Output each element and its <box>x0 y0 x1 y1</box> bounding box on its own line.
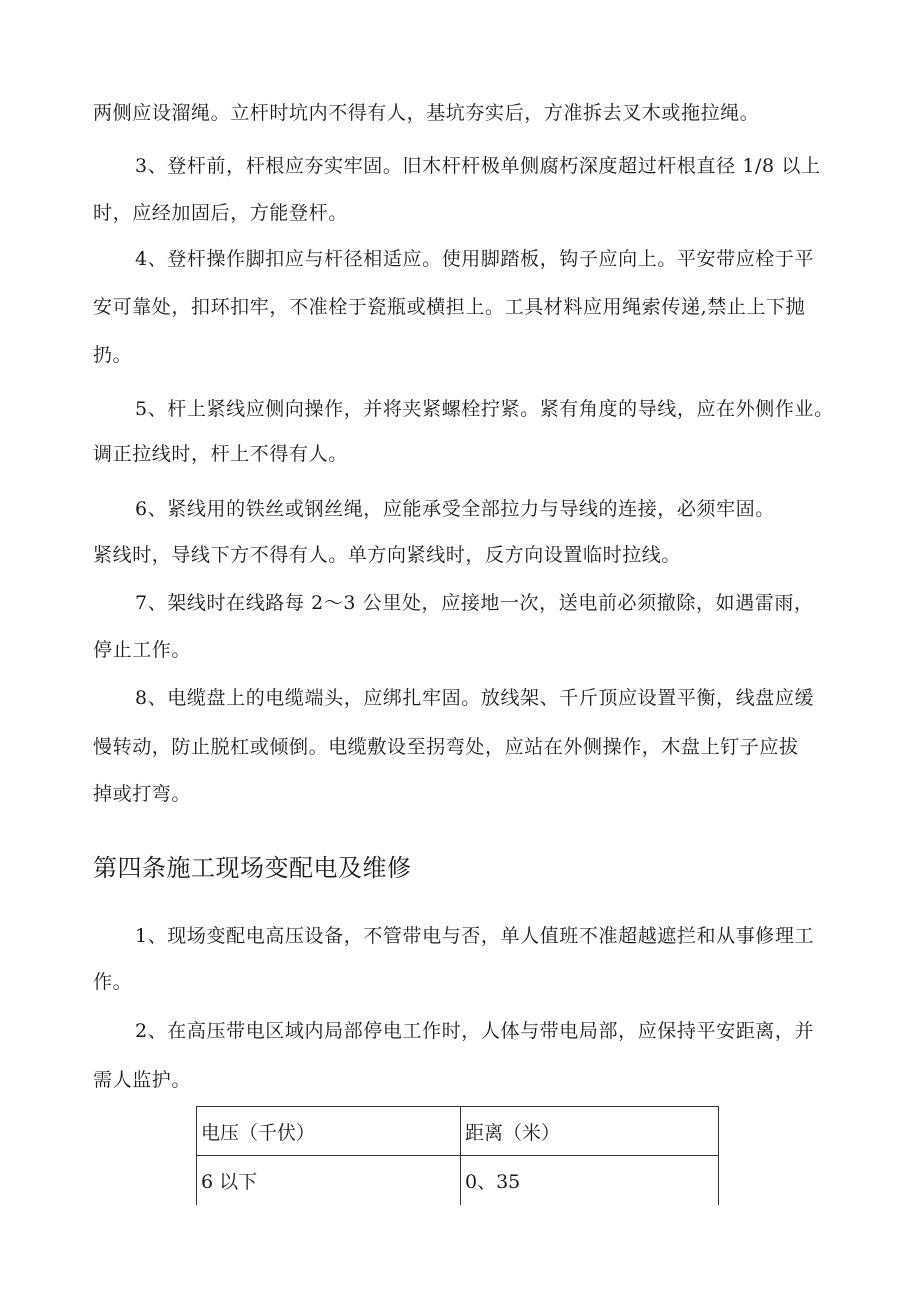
paragraph-line: 1、现场变配电高压设备，不管带电与否，单人值班不准超越遮拦和从事修理工 <box>135 925 815 947</box>
table-header-cell: 电压（千伏） <box>197 1107 461 1156</box>
paragraph-line: 停止工作。 <box>93 639 192 661</box>
paragraph-line: 掉或打弯。 <box>93 783 192 805</box>
paragraph-line: 4、登杆操作脚扣应与杆径相适应。使用脚踏板，钩子应向上。平安带应栓于平 <box>135 248 815 270</box>
paragraph-line: 作。 <box>93 971 133 993</box>
paragraph-line: 慢转动，防止脱杠或倾倒。电缆敷设至拐弯处，应站在外侧操作，木盘上钉子应拔 <box>93 736 799 758</box>
paragraph-line: 两侧应设溜绳。立杆时坑内不得有人，基坑夯实后，方准拆去叉木或拖拉绳。 <box>93 102 760 124</box>
section-heading: 第四条施工现场变配电及维修 <box>93 854 412 882</box>
paragraph-line: 8、电缆盘上的电缆端头，应绑扎牢固。放线架、千斤顶应设置平衡，线盘应缓 <box>135 687 815 709</box>
paragraph-line: 5、杆上紧线应侧向操作，并将夹紧螺栓拧紧。紧有角度的导线，应在外侧作业。 <box>135 398 834 420</box>
paragraph-line: 6、紧线用的铁丝或钢丝绳，应能承受全部拉力与导线的连接，必须牢固。 <box>135 498 775 520</box>
paragraph-line: 时，应经加固后，方能登杆。 <box>93 202 348 224</box>
table-header-cell: 距离（米） <box>461 1107 719 1156</box>
paragraph-line: 需人监护。 <box>93 1069 192 1091</box>
table-cell: 6 以下 <box>197 1156 461 1206</box>
table-header-row <box>197 1107 719 1156</box>
paragraph-line: 安可靠处，扣环扣牢，不准栓于瓷瓶或横担上。工具材料应用绳索传递,禁止上下抛 <box>93 296 806 318</box>
table-cell: 0、35 <box>461 1156 719 1206</box>
voltage-distance-table <box>196 1106 719 1205</box>
paragraph-line: 3、登杆前，杆根应夯实牢固。旧木杆杆极单侧腐朽深度超过杆根直径 1/8 以上 <box>135 155 821 177</box>
paragraph-line: 7、架线时在线路每 2～3 公里处，应接地一次，送电前必须撤除，如遇雷雨， <box>135 592 814 614</box>
paragraph-line: 2、在高压带电区域内局部停电工作时，人体与带电局部，应保持平安距离，并 <box>135 1020 815 1042</box>
table-row <box>197 1156 719 1206</box>
paragraph-line: 扔。 <box>93 344 133 366</box>
paragraph-line: 紧线时，导线下方不得有人。单方向紧线时，反方向设置临时拉线。 <box>93 544 682 566</box>
paragraph-line: 调正拉线时，杆上不得有人。 <box>93 443 348 465</box>
